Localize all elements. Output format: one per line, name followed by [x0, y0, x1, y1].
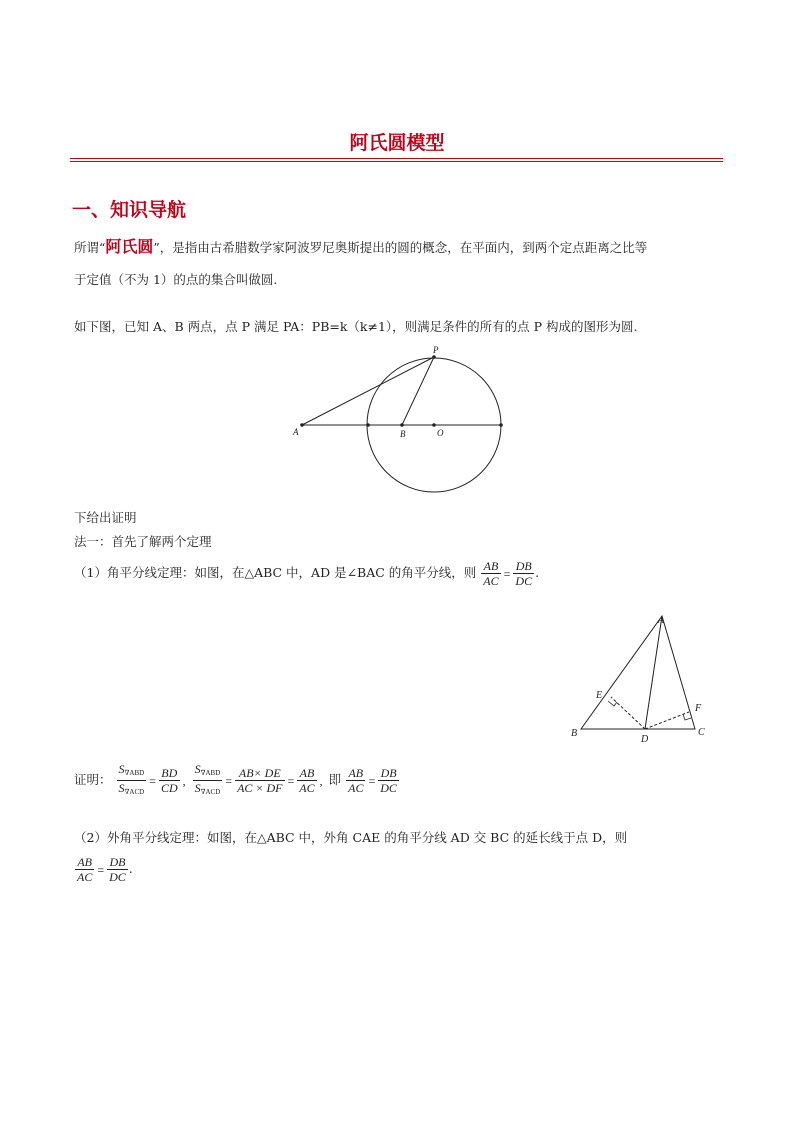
point-left-intersection	[366, 423, 370, 427]
label-a2: A	[658, 615, 665, 626]
point-p	[432, 355, 436, 359]
intro-line-1	[74, 239, 647, 256]
apollonius-circle-figure	[280, 340, 520, 500]
label-a: A	[293, 427, 299, 437]
point-a	[300, 423, 304, 427]
fraction-ab-ac-3: $\frac{AB}{AC}$	[348, 766, 364, 795]
fraction-area-ratio-2: $\frac{S_{\nabla ABD}}{S_{\nabla ACD}}$	[194, 762, 221, 796]
fraction-ab-ac: $\frac{AB}{AC}$	[483, 559, 499, 588]
section-heading: 一、知识导航	[72, 199, 187, 221]
right-angle-mark-f	[683, 714, 691, 720]
label-e2: E	[596, 690, 603, 701]
proof-line: 证明： $\frac{S_{\nabla ABD}}{S_{\nabla ACD}}$ = $\frac{BD}{CD}$ , $\frac{S_{\nabla ABD}}{S_{\nabla ACD}}$ = $\frac{AB\times DE}{AC \times DF}$ = $\frac{AB}{AC}$ , 即 $\frac{AB}{AC}$ = $\frac{DB}{DC}$	[74, 762, 400, 799]
proof-mid: 即	[328, 772, 342, 787]
label-o: O	[437, 428, 444, 438]
proof-label: 证明：	[74, 772, 112, 787]
point-right-intersection	[499, 423, 503, 427]
label-c2: C	[698, 727, 705, 738]
point-o	[432, 423, 436, 427]
theorem-1-text: （1）角平分线定理：如图，在△ABC 中，AD 是∠BAC 的角平分线，则	[74, 565, 477, 580]
page-title: 阿氏圆模型	[349, 132, 445, 154]
title-rule-top	[70, 158, 723, 159]
fraction-abde-acdf: $\frac{AB\times DE}{AC \times DF}$	[237, 766, 283, 795]
intro-highlight: 阿氏圆	[105, 237, 154, 256]
angle-bisector-figure	[565, 608, 725, 748]
perpendicular-df	[645, 712, 689, 729]
fraction-area-ratio: $\frac{S_{\nabla ABD}}{S_{\nabla ACD}}$	[118, 762, 145, 796]
label-p: P	[433, 345, 439, 355]
fraction-db-dc-2: $\frac{DB}{DC}$	[380, 766, 397, 795]
title-rule-bottom	[70, 161, 723, 162]
fraction-db-dc-3: $\frac{DB}{DC}$	[109, 855, 126, 884]
theorem-2-line-1: （2）外角平分线定理：如图，在△ABC 中，外角 CAE 的角平分线 AD 交 BC 的延长线于点 D，则	[74, 830, 628, 845]
intro-post: ”，是指由古希腊数学家阿波罗尼奥斯提出的圆的概念，在平面内，到两个定点距离之比等	[153, 240, 648, 255]
theorem-1-line: （1）角平分线定理：如图，在△ABC 中，AD 是∠BAC 的角平分线，则 $\frac{AB}{AC}$ = $\frac{DB}{DC}$ .	[74, 559, 540, 588]
bisector-ad	[645, 616, 662, 729]
segment-pb	[402, 357, 434, 425]
triangle-abc	[581, 616, 695, 729]
perpendicular-de	[611, 697, 645, 729]
fraction-ab-ac-4: $\frac{AB}{AC}$	[77, 855, 93, 884]
label-b2: B	[571, 728, 578, 739]
para-2: 如下图，已知 A、B 两点，点 P 满足 PA：PB=k（k≠1），则满足条件的所有的点 P 构成的图形为圆.	[74, 319, 638, 334]
fraction-bd-cd: $\frac{BD}{CD}$	[160, 766, 178, 795]
theorem-2-line-2: $\frac{AB}{AC}$ = $\frac{DB}{DC}$ .	[77, 855, 133, 884]
point-b	[400, 423, 404, 427]
fraction-db-dc: $\frac{DB}{DC}$	[515, 559, 533, 588]
fraction-ab-ac-2: $\frac{AB}{AC}$	[299, 766, 315, 795]
intro-line-2: 于定值（不为 1）的点的集合叫做圆.	[74, 272, 278, 287]
label-d2: D	[641, 734, 649, 745]
method-1: 法一：首先了解两个定理	[74, 534, 212, 549]
intro-pre: 所谓“	[74, 240, 106, 255]
label-b: B	[400, 429, 406, 439]
proof-intro: 下给出证明	[74, 510, 137, 525]
label-f2: F	[695, 703, 702, 714]
